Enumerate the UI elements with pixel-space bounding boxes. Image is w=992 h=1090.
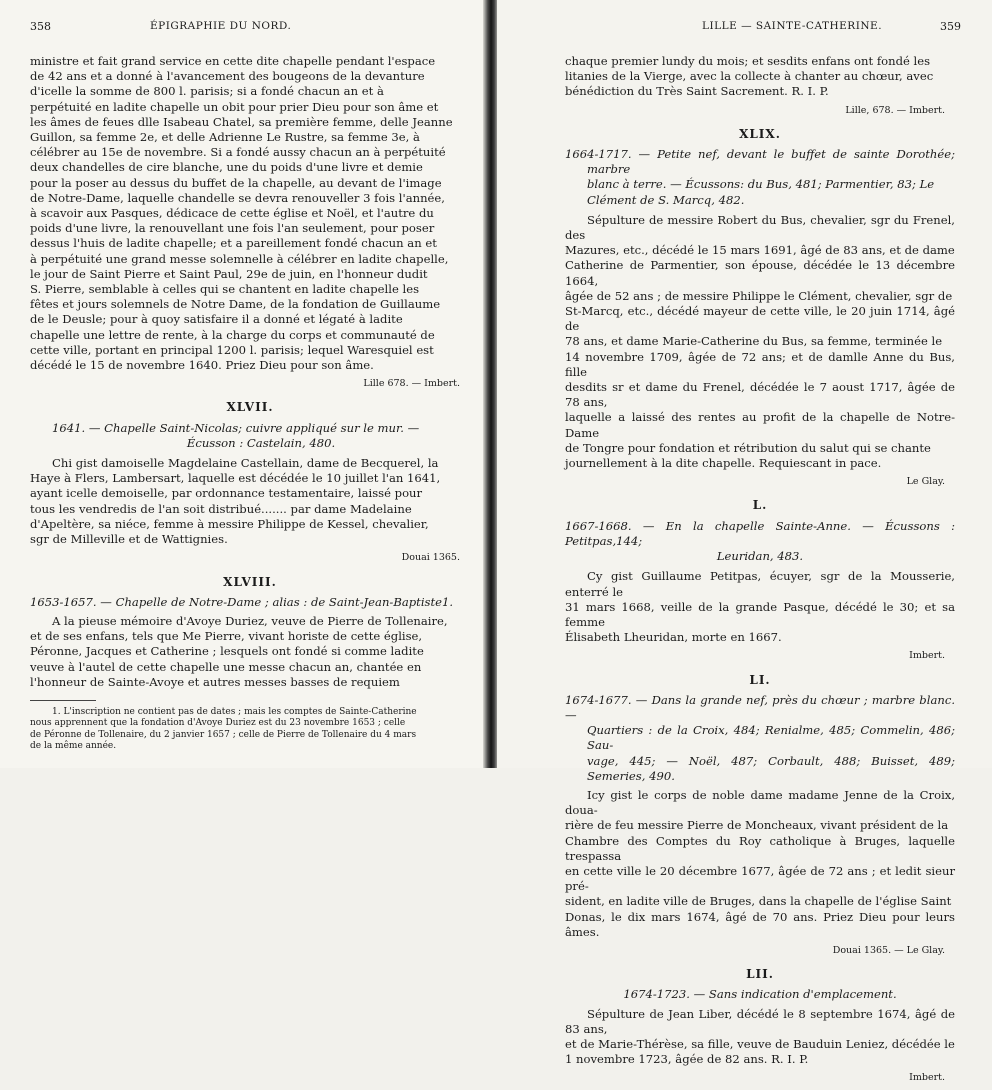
source-citation: Lille, 678. — Imbert. (845, 104, 945, 116)
source-citation: Lille 678. — Imbert. (363, 378, 460, 390)
source-citation: Imbert. (909, 650, 945, 662)
source-citation: Douai 1365. — Le Glay. (832, 944, 945, 956)
section-heading-lii: LII. (746, 967, 774, 982)
right-page (497, 0, 992, 1084)
left-text-column (30, 54, 470, 753)
entry-heading: 1653-1657. — Chapelle de Notre-Dame ; alias : de Saint-Jean-Baptiste1. (30, 594, 454, 609)
source-citation: Le Glay. (906, 476, 945, 488)
running-head-right: LILLE — SAINTE-CATHERINE. (702, 20, 883, 32)
entry-heading: 1641. — Chapelle Saint-Nicolas; cuivre appliqué sur le mur. — Écusson : Castelain, 480. (52, 420, 420, 450)
source-citation: Imbert. (909, 1072, 945, 1084)
entry-text: Chi gist damoiselle Magdelaine Castellain, dame de Becquerel, la Haye à Flers, Lambersart, laquelle est décédée le 10 juillet l'an 1641, ayant icelle demoiselle, par ordonnance testamentaire, laissé pour tous les vendredis de l'an soit distribué....... par dame Madelaine d'Apeltère, sa niéce, femme à messire Philippe de Kessel, chevalier, sgr de Milleville et de Wattignies. (30, 456, 441, 547)
section-heading-xlviii: XLVIII. (223, 574, 277, 589)
continuation-paragraph: ministre et fait grand service en cette dite chapelle pendant l'espace de 42 ans et a donné à l'avancement des bougeons de la devanture d'icelle la somme de 800 l. parisis; si a fondé chacun an et à perpétuité en ladite chapelle un obit pour prier Dieu pour son âme et les âmes de feues dlle Isabeau Chatel, sa première femme, delle Jeanne Guillon, sa femme 2e, et delle Adrienne Le Rustre, sa femme 3e, à célébrer au 15e de novembre. Si a fondé aussy chacun an à perpétuité deux chandelles de cire blanche, une du poids d'une livre et demie pour la poser au dessus du buffet de la chapelle, au devant de l'image de Notre-Dame, laquelle chandelle se devra renouveller 3 fois l'année, à scavoir aux Pasques, dédicace de cette église et Noël, et l'autre du poids d'une livre, la renouvellant une fois l'an seulement, pour poser dessus l'huis de ladite chapelle; et a pareillement fondé chacun an et à perpétuité une grand messe solemnelle à célébrer en ladite chapelle, le jour de Saint Pierre et Saint Paul, 29e de juin, en l'honneur dudit S. Pierre, semblable à celles qui se chantent en ladite chapelle les fêtes et jours solemnels de Notre Dame, de la fondation de Guillaume de le Deusle; pour à quoy satisfaire il a donné et légaté à ladite chapelle une lettre de rente, à la charge du corps et communauté de cette ville, portant en principal 1200 l. parisis; lequel Waresquiel est décédé le 15 de novembre 1640. Priez Dieu pour son âme. (30, 54, 453, 373)
section-heading-li: LI. (749, 672, 771, 687)
section-heading-xlix: XLIX. (739, 126, 781, 141)
running-head-left: ÉPIGRAPHIE DU NORD. (150, 20, 292, 32)
left-page (0, 0, 485, 768)
section-heading-l: L. (752, 498, 768, 513)
entry-text: Sépulture de messire Robert du Bus, chevalier, sgr du Frenel, des Mazures, etc., décédé le 15 mars 1691, âgé de 83 ans, et de dame Catherine de Parmentier, son épouse, décédée le 13 décembre 1664, âgée de 52 ans ; de messire Philippe le Clément, chevalier, sgr de St-Marcq, etc., décédé mayeur de cette ville, le 20 juin 1714, âgé de 78 ans, et dame Marie-Catherine du Bus, sa femme, terminée le 14 novembre 1709, âgée de 72 ans; et de damlle Anne du Bus, fille desdits sr et dame du Frenel, décédée le 7 aoust 1717, âgée de 78 ans, laquelle a laissé des rentes au profit de la chapelle de Notre-Dame de Tongre pour fondation et rétribution du salut qui se chante journellement à la dite chapelle. Requiescant in pace. (565, 212, 955, 471)
right-text-column (565, 54, 955, 1090)
entry-heading: 1674-1677. — Dans la grande nef, près du chœur ; marbre blanc. — Quartiers : de la Croix, 484; Renialme, 485; Commelin, 486; Sau- vage, 445; — Noël, 487; Corbault, 488; Buisset, 489; Semeries, 490. (565, 692, 955, 783)
source-citation: Douai 1365. (401, 552, 460, 564)
entry-text: Cy gist Guillaume Petitpas, écuyer, sgr de la Mousserie, enterré le 31 mars 1668, veille de la grande Pasque, décédé le 30; et sa femme Élisabeth Lheuridan, morte en 1667. (565, 569, 955, 645)
entry-text: A la pieuse mémoire d'Avoye Duriez, veuve de Pierre de Tollenaire, et de ses enfans, tels que Me Pierre, vivant horiste de cette église, Péronne, Jacques et Catherine ; lesquels ont fondé si comme ladite veuve à l'autel de cette chapelle une messe chacun an, chantée en l'honneur de Sainte-Avoye et autres messes basses de requiem (30, 613, 448, 689)
entry-heading: 1674-1723. — Sans indication d'emplacement. (623, 987, 897, 1002)
entry-text: Sépulture de Jean Liber, décédé le 8 septembre 1674, âgé de 83 ans, et de Marie-Thérèse, sa fille, veuve de Bauduin Leniez, décédée le 1 novembre 1723, âgée de 82 ans. R. I. P. (565, 1006, 955, 1067)
page-number-left: 358 (30, 20, 51, 33)
section-heading-xlvii: XLVII. (226, 400, 274, 415)
continuation-paragraph: chaque premier lundy du mois; et sesdits enfans ont fondé les litanies de la Vierge, avec la collecte à chanter au chœur, avec bénédiction du Très Saint Sacrement. R. I. P. (565, 54, 934, 99)
entry-text: Icy gist le corps de noble dame madame Jenne de la Croix, doua- rière de feu messire Pierre de Moncheaux, vivant président de la Chambre des Comptes du Roy catholique à Bruges, laquelle trespassa en cette ville le 20 décembre 1677, âgée de 72 ans ; et ledit sieur pré- sident, en ladite ville de Bruges, dans la chapelle de l'église Saint Donas, le dix mars 1674, âgé de 70 ans. Priez Dieu pour leurs âmes. (565, 787, 955, 939)
page-number-right: 359 (940, 20, 961, 33)
entry-heading: 1667-1668. — En la chapelle Sainte-Anne. — Écussons : Petitpas,144; Leuridan, 483. (565, 518, 955, 564)
footnote-rule (30, 700, 96, 701)
footnote: 1. L'inscription ne contient pas de dates ; mais les comptes de Sainte-Catherine nous apprennent que la fondation d'Avoye Duriez est du 23 novembre 1653 ; celle de Péronne de Tollenaire, du 2 janvier 1657 ; celle de Pierre de Tollenaire du 4 mars de la même année. (30, 706, 417, 752)
entry-heading: 1664-1717. — Petite nef, devant le buffet de sainte Dorothée; marbre blanc à terre. — Écussons: du Bus, 481; Parmentier, 83; Le Clément de S. Marcq, 482. (565, 147, 955, 207)
